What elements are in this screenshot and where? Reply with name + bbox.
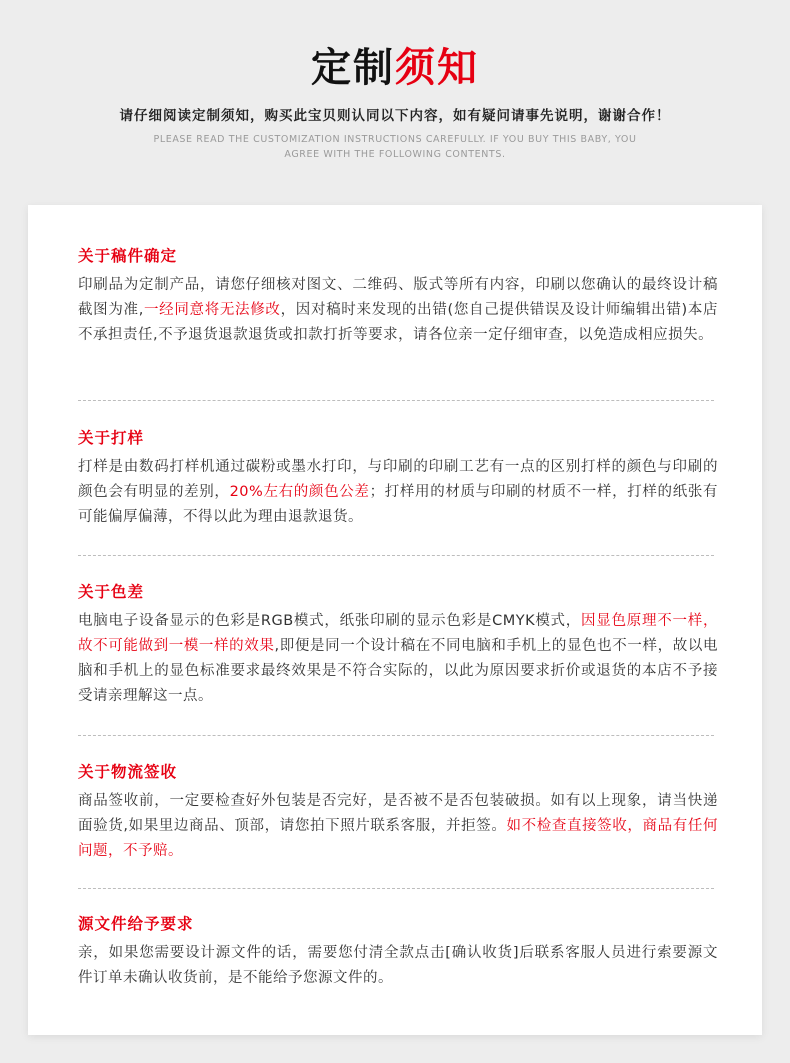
section-color-difference — [78, 581, 718, 709]
section-proofing — [78, 427, 718, 530]
english-subtitle — [115, 132, 675, 162]
notice-card — [28, 205, 762, 1035]
body-text: ,即便是同一个设计稿在不同电脑和手机上的显色也不一样，故以电脑和手机上的显色标准要求最终效果是不符合实际的，以此为原因要求折价或退货的本店不予接受请亲理解这一点。 — [78, 638, 718, 704]
title-red: 须知 — [395, 45, 479, 91]
english-line-2: AGREE WITH THE FOLLOWING CONTENTS. — [284, 149, 506, 160]
header — [0, 0, 790, 162]
section-divider — [78, 555, 714, 556]
section-title: 关于打样 — [78, 429, 145, 447]
section-body — [78, 273, 718, 348]
page-title — [0, 44, 790, 92]
body-text: 打样是由数码打样机通过碳粉或墨水打印，与印刷的印刷工艺有一点的区别打样的颜色与印刷的颜色会有明显的差别， — [78, 459, 718, 500]
subtitle: 请仔细阅读定制须知，购买此宝贝则认同以下内容，如有疑问请事先说明，谢谢合作！ — [119, 108, 671, 124]
section-title: 关于稿件确定 — [78, 247, 178, 265]
body-highlight: 20%左右的颜色公差 — [229, 484, 370, 500]
section-title: 源文件给予要求 — [78, 915, 194, 933]
section-body — [78, 455, 718, 530]
section-title: 关于色差 — [78, 583, 145, 601]
section-divider — [78, 735, 714, 736]
section-draft-confirm — [78, 245, 718, 348]
body-text: ，因对稿时来发现的出错(您自己提供错误及设计师编辑出错)本店不承担责任,不予退货退款退货或扣款打折等要求，请各位亲一定仔细审查，以免造成相应损失。 — [78, 302, 719, 343]
body-highlight: 因显色原理不一样，故不可能做到一模一样的效果 — [78, 613, 718, 654]
body-text: 商品签收前，一定要检查好外包装是否完好，是否被不是否包装破损。如有以上现象，请当快递面验货,如果里边商品、顶部，请您拍下照片联系客服，并拒签。 — [78, 793, 718, 834]
body-text: 电脑电子设备显示的色彩是RGB模式，纸张印刷的显示色彩是CMYK模式， — [78, 613, 582, 629]
body-highlight: 一经同意将无法修改 — [143, 302, 281, 318]
body-text: ；打样用的材质与印刷的材质不一样，打样的纸张有可能偏厚偏薄，不得以此为理由退款退货。 — [78, 484, 719, 525]
body-text: 亲，如果您需要设计源文件的话，需要您付清全款点击[确认收货]后联系客服人员进行索要源文件订单未确认收货前，是不能给予您源文件的。 — [78, 945, 718, 986]
section-divider — [78, 888, 714, 889]
section-title: 关于物流签收 — [78, 763, 178, 781]
body-text: 印刷品为定制产品，请您仔细核对图文、二维码、版式等所有内容，印刷以您确认的最终设计稿截图为准, — [78, 277, 718, 318]
section-body — [78, 789, 718, 864]
section-divider — [78, 400, 714, 401]
english-line-1: PLEASE READ THE CUSTOMIZATION INSTRUCTIONS CAREFULLY. IF YOU BUY THIS BABY, YOU — [153, 134, 637, 145]
title-black: 定制 — [311, 45, 395, 91]
section-source-files — [78, 913, 718, 991]
section-body — [78, 941, 718, 991]
section-logistics — [78, 761, 718, 864]
body-highlight: 如不检查直接签收，商品有任何问题，不予赔。 — [78, 818, 718, 859]
section-body — [78, 609, 718, 709]
